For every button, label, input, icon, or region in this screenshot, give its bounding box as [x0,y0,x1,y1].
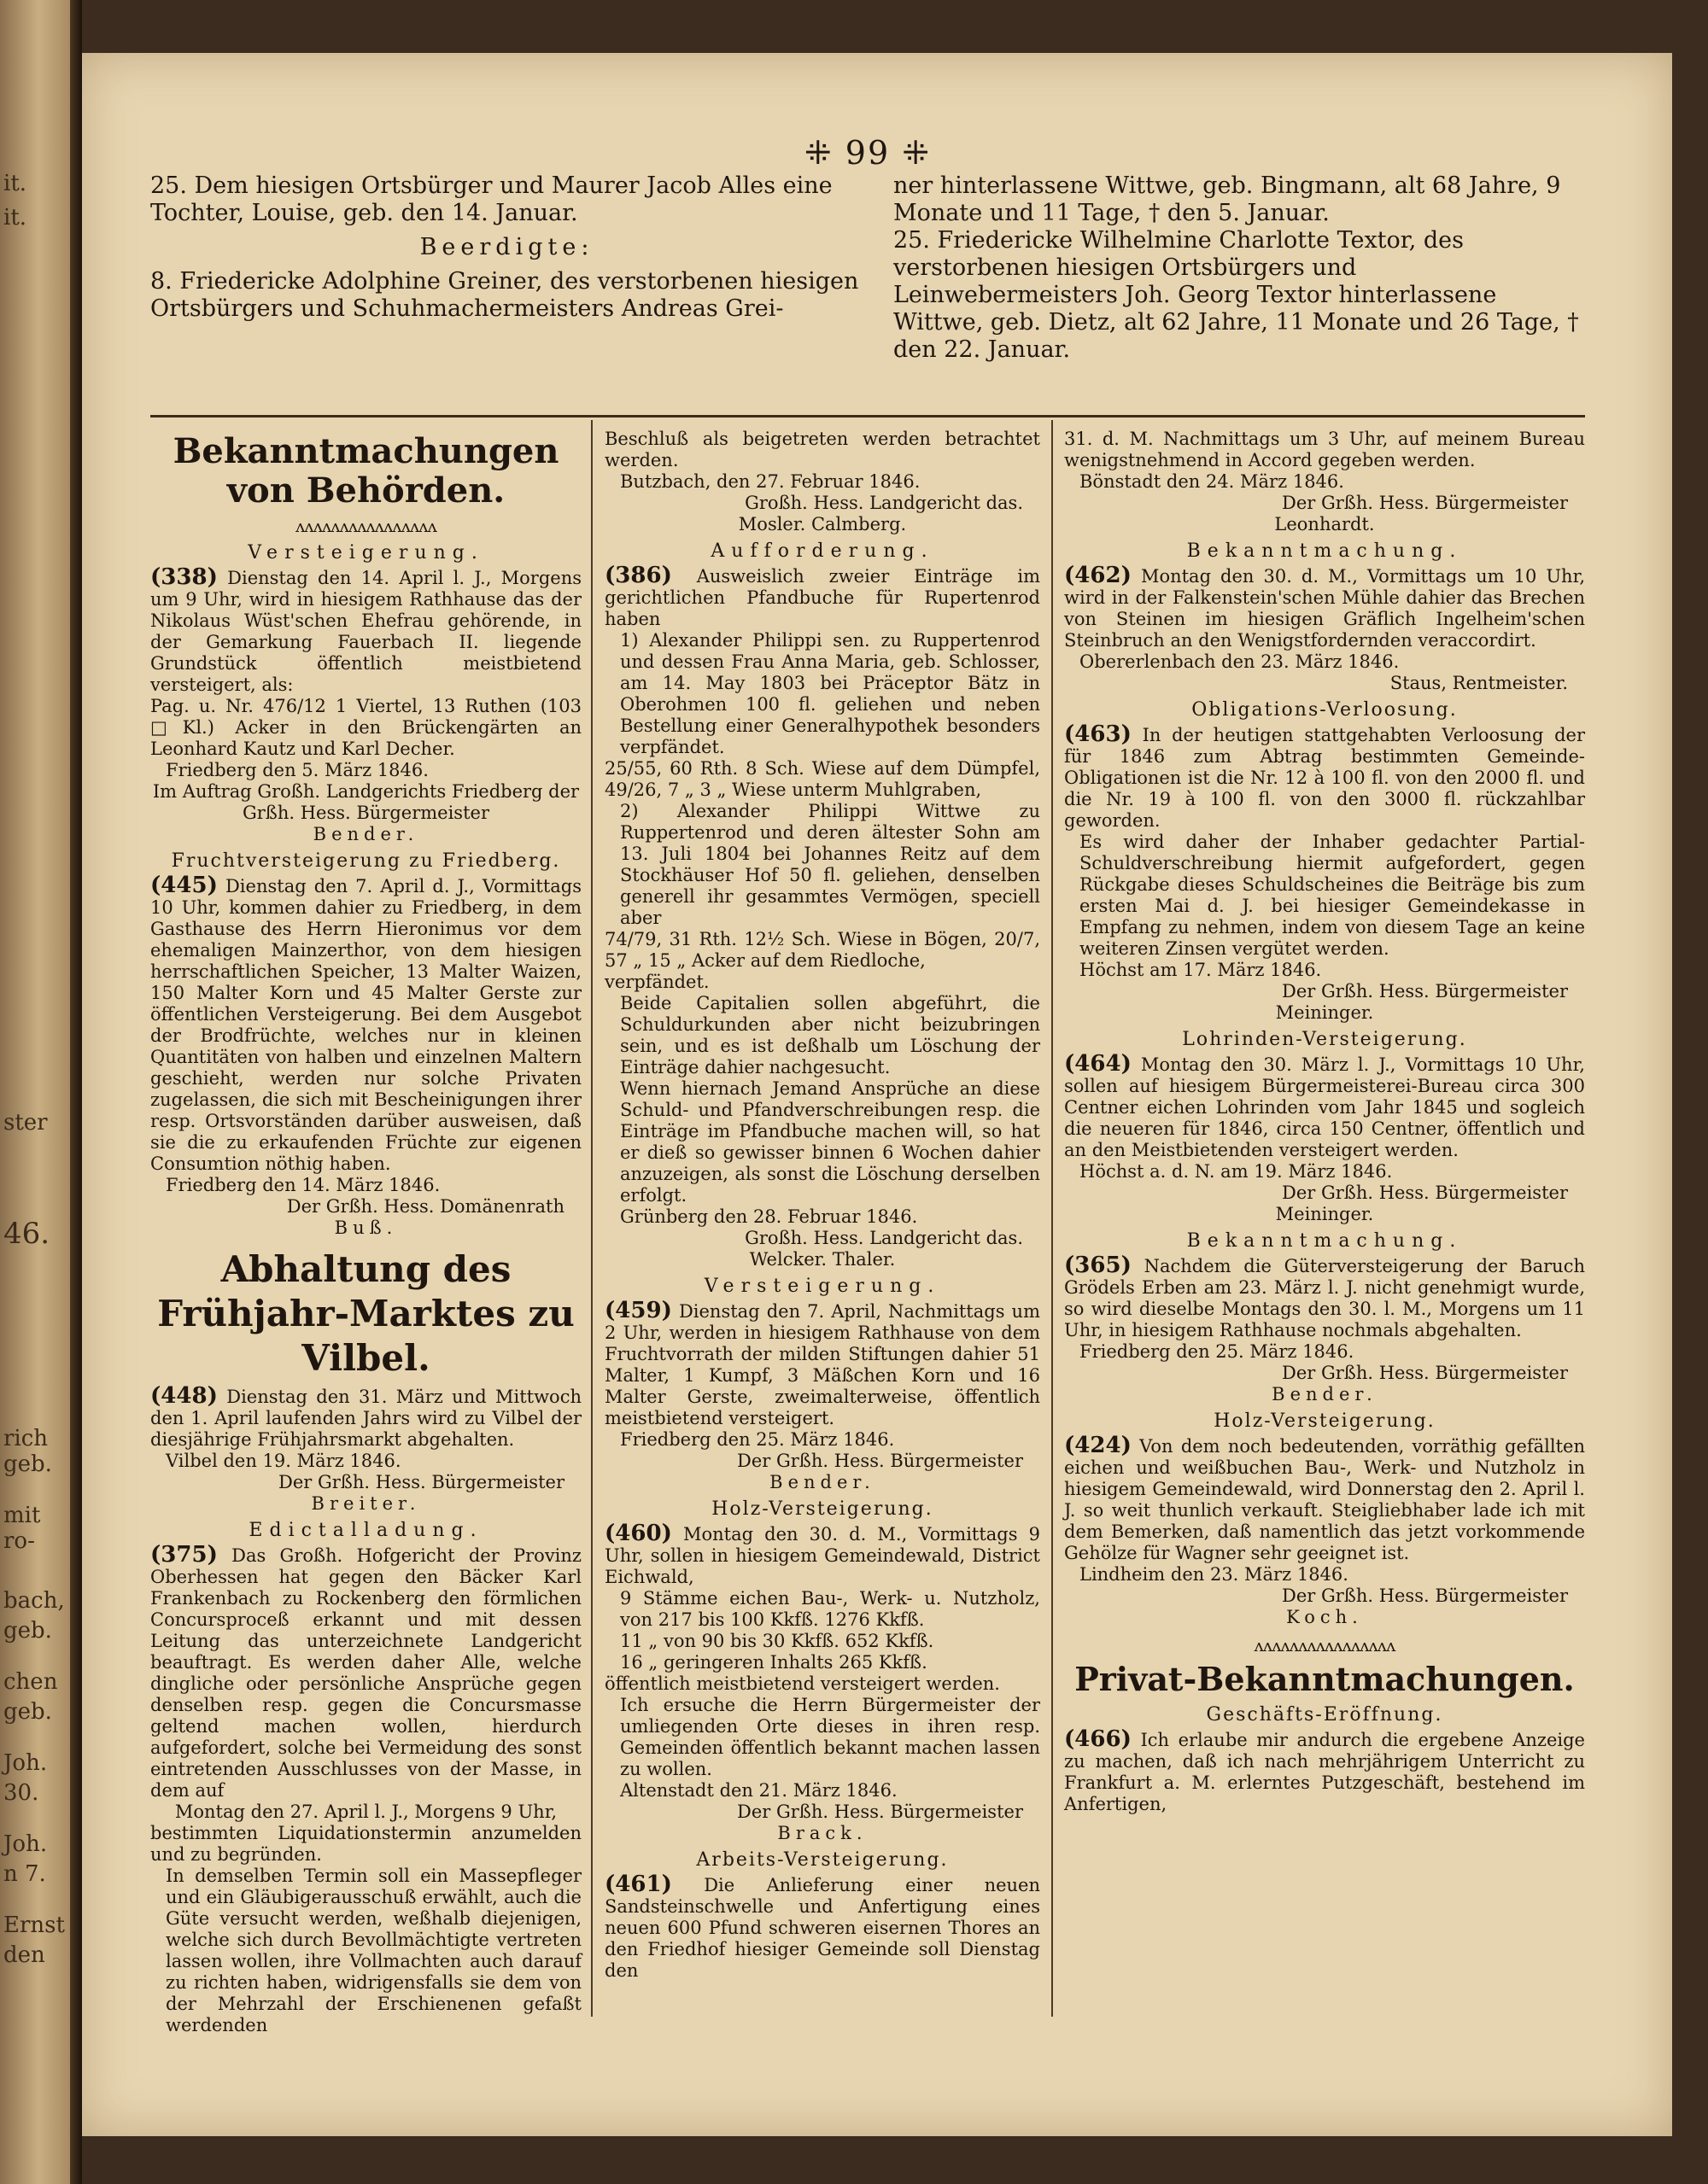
notice-text: (375) Das Großh. Hofgericht der Provinz Oberhessen hat gegen den Bäcker Karl Frankenbach zu Rockenberg den förmlichen Concursproceß erkannt und mit dessen Leitung das unterzeichnete Landgericht beauftragt. Es werden daher Alle, welche dingliche oder persönliche Ansprüche gegen denselben resp. gegen die Concursmasse geltend machen wollen, hierdurch aufgefordert, solche bei Vermeidung des sonst eintretenden Ausschlusses von der Masse, in dem auf [150,1542,582,1801]
notice-heading: Aufforderung. [711,540,934,562]
notice-signature: Der Grßh. Hess. Domänenrath [286,1196,564,1217]
notice-date: Friedberg den 25. März 1846. [620,1429,895,1450]
notice-text: Ich ersuche die Herrn Bürgermeister der umliegenden Orte dieses in ihren resp. Gemeinden öffentlich bekannt machen lassen zu wollen. [620,1695,1040,1779]
margin-fragment: rich [3,1426,49,1451]
notice-text: öffentlich meistbietend versteigert werden. [605,1673,1000,1694]
margin-fragment: den [3,1942,45,1968]
notice-text: 9 Stämme eichen Bau-, Werk- u. Nutzholz, von 217 bis 100 Kkfß. 1276 Kkfß. [620,1588,1040,1630]
margin-fragment: Joh. [3,1750,48,1776]
top-right-column [893,172,1585,364]
notice-signature: Bender. [1272,1384,1378,1404]
top-section [150,172,1585,416]
notice-text: Beschluß als beigetreten werden betrachtet werden. [605,429,1040,470]
notice-signature: Welcker. Thaler. [749,1249,896,1270]
notice-signature: Breiter. [311,1493,421,1514]
notice-number: (462) [1064,563,1132,588]
notice-text: 1) Alexander Philippi sen. zu Ruppertenrod und dessen Frau Anna Maria, geb. Schlosser, am 14. May 1803 bei Präceptor Bätz in Oberohmen 100 fl. geliehen und neben Bestellung einer Generalhypothek besonders verpfändet. [620,630,1040,757]
margin-fragment: Joh. [3,1831,48,1857]
notice-text: (462) Montag den 30. d. M., Vormittags um 10 Uhr, wird in der Falkenstein'schen Mühle dahier das Brechen von Steinen im hiesigen Gräflich Ingelheim'schen Steinbruch an den Wenigstfordernden veraccordirt. [1064,563,1585,651]
notice-text: (448) Dienstag den 31. März und Mittwoch den 1. April laufenden Jahrs wird zu Vilbel der diesjährige Frühjahrsmarkt abgehalten. [150,1383,582,1450]
notice-date: Vilbel den 19. März 1846. [166,1451,401,1471]
notice-date: Friedberg den 25. März 1846. [1079,1341,1354,1362]
notice-signature: Großh. Hess. Landgericht das. [745,493,1023,513]
margin-fragment: chen [3,1669,58,1695]
ornament: ᴧᴧᴧᴧᴧᴧᴧᴧᴧᴧᴧᴧᴧᴧᴧᴧ [295,516,436,536]
notice-date: Höchst am 17. März 1846. [1079,960,1322,980]
notice-signature: Der Grßh. Hess. Bürgermeister [1282,1363,1568,1383]
book-gutter [70,0,82,2184]
notice-text: 74/79, 31 Rth. 12½ Sch. Wiese in Bögen, 20/7, 57 „ 15 „ Acker auf dem Riedloche, [605,929,1040,971]
notice-heading: Versteigerung. [704,1276,941,1297]
notice-number: (466) [1064,1726,1132,1752]
notice-text: (463) In der heutigen stattgehabten Verloosung der für 1846 zum Abtrag bestimmten Gemeinde-Obligationen ist die Nr. 12 à 100 fl. von den 2000 fl. und die Nr. 19 à 100 fl. von den 3000 fl. rückzahlbar geworden. [1064,721,1585,831]
notice-heading: Lohrinden-Versteigerung. [1182,1029,1467,1050]
notice-date: Höchst a. d. N. am 19. März 1846. [1079,1161,1393,1182]
horizontal-rule [150,415,1585,418]
notice-heading: Obligations-Verloosung. [1191,699,1458,721]
notice-date: Grünberg den 28. Februar 1846. [620,1206,918,1227]
margin-fragment: geb. [3,1618,52,1644]
notice-signature: Der Grßh. Hess. Bürgermeister [1282,1585,1568,1606]
notice-date: Lindheim den 23. März 1846. [1079,1564,1348,1585]
notice-heading: Holz-Versteigerung. [1214,1410,1436,1432]
margin-fragment: 46. [3,1217,50,1251]
page-number: ⁜ 99 ⁜ [804,134,932,172]
newspaper-page [82,53,1672,2136]
notice-heading: Arbeits-Versteigerung. [696,1849,949,1871]
notice-heading: Holz-Versteigerung. [711,1498,933,1520]
notice-signature: Buß. [334,1218,398,1238]
notice-signature: Großh. Hess. Landgericht das. [745,1228,1023,1248]
notice-text: 2) Alexander Philippi Wittwe zu Ruppertenrod und deren ältester Sohn am 13. Juli 1804 bei Johannes Reitz auf dem Stockhäuser Hof 50 fl. geliehen, denselben generell ihr gesammtes Vermögen, speciell aber [620,801,1040,928]
section-title: Bekanntmachungen von Behörden. [173,431,559,511]
notice-heading: Fruchtversteigerung zu Friedberg. [171,850,561,872]
notice-text: (445) Dienstag den 7. April d. J., Vormittags 10 Uhr, kommen dahier zu Friedberg, in dem Gasthause des Herrn Hieronimus vor dem ehemaligen Mainzerthor, von dem hiesigen herrschaftlichen Speicher, 13 Malter Waizen, 150 Malter Korn und 45 Malter Gerste zur öffentlichen Versteigerung. Bei dem Ausgebot der Brodfrüchte, welches nur in kleinen Quantitäten von halben und einzelnen Maltern geschieht, werden nur solche Privaten zugelassen, die sich mit Bescheinigungen ihrer resp. Ortsvorständen darüber ausweisen, daß sie die zu erkaufenden Früchte zur eigenen Consumtion nöthig haben. [150,873,582,1174]
notice-date: Bönstadt den 24. März 1846. [1079,471,1344,492]
notice-number: (461) [605,1872,672,1897]
notice-text: Wenn hiernach Jemand Ansprüche an diese Schuld- und Pfandverschreibungen resp. die Einträge im Pfandbuche machen will, so hat er dieß so gewisser binnen 6 Wochen dahier anzuzeigen, als sonst die Löschung derselben erfolgt. [620,1078,1040,1206]
notice-number: (375) [150,1542,218,1568]
notice-number: (463) [1064,721,1132,747]
notice-text: (459) Dienstag den 7. April, Nachmittags um 2 Uhr, werden in hiesigem Rathhause von dem Fruchtvorrath der milden Stiftungen dahier 51 Malter, 1 Kumpf, 3 Mäßchen Korn und 16 Malter Gerste, zweimalterweise, öffentlich meistbietend versteigert. [605,1298,1040,1428]
ornament: ᴧᴧᴧᴧᴧᴧᴧᴧᴧᴧᴧᴧᴧᴧᴧᴧ [1254,1635,1395,1656]
notice-number: (338) [150,564,218,590]
column-2 [605,429,1040,1982]
burial-entry: 8. Friedericke Adolphine Greiner, des verstorbenen hiesigen Ortsbürgers und Schuhmachermeisters Andreas Grei- [150,268,859,322]
notice-number: (448) [150,1383,218,1409]
notice-signature: Der Grßh. Hess. Bürgermeister [1282,493,1568,513]
section-title: Privat-Bekanntmachungen. [1074,1660,1575,1698]
notice-text: 16 „ geringeren Inhalts 265 Kkfß. [620,1652,927,1673]
notice-text: (365) Nachdem die Güterversteigerung der Baruch Grödels Erben am 23. März l. J. nicht genehmigt wurde, so wird dieselbe Montags den 30. l. M., Morgens um 11 Uhr, in hiesigem Rathhause nochmals abgehalten. [1064,1253,1585,1340]
margin-fragment: bach, [3,1588,65,1614]
notice-date: Friedberg den 14. März 1846. [166,1175,441,1195]
market-headline: Abhaltung des Frühjahr-Marktes zu Vilbel. [157,1248,575,1379]
notice-signature: Brack. [777,1823,868,1843]
notice-number: (386) [605,563,672,588]
margin-fragment: n 7. [3,1861,46,1887]
margin-fragment: geb. [3,1451,52,1477]
notice-signature: Meininger. [1275,1002,1374,1023]
notice-date: Friedberg den 5. März 1846. [166,760,429,780]
notice-signature: Leonhardt. [1274,514,1375,534]
notice-text: (460) Montag den 30. d. M., Vormittags 9 Uhr, sollen in hiesigem Gemeindewald, District Eichwald, [605,1521,1040,1587]
column-rule [591,420,593,2017]
notice-heading: Geschäfts-Eröffnung. [1206,1704,1443,1726]
notice-text: Pag. u. Nr. 476/12 1 Viertel, 13 Ruthen (103 □Kl.) Acker in den Brückengärten an Leonhard Kautz und Karl Decher. [150,696,582,759]
notice-text: 31. d. M. Nachmittags um 3 Uhr, auf meinem Bureau wenigstnehmend in Accord gegeben werden. [1064,429,1585,470]
notice-text: (466) Ich erlaube mir andurch die ergebene Anzeige zu machen, daß ich nach mehrjährigem Unterricht zu Frankfurt a. M. erlerntes Putzgeschäft, bestehend im Anfertigen, [1064,1726,1585,1814]
column-3 [1064,429,1585,1815]
notice-number: (459) [605,1298,672,1323]
margin-fragment: it. [3,171,27,196]
notice-text: verpfändet. [605,972,710,992]
notice-signature: Der Grßh. Hess. Bürgermeister [1282,1183,1568,1203]
notice-signature: Der Grßh. Hess. Bürgermeister [737,1451,1023,1471]
notice-heading: Bekanntmachung. [1186,1230,1463,1252]
margin-fragment: 30. [3,1780,39,1806]
notice-date: Butzbach, den 27. Februar 1846. [620,471,921,492]
notice-text: (424) Von dem noch bedeutenden, vorräthig gefällten eichen und weißbuchen Bau-, Werk- und Nutzholz in hiesigem Gemeindewald, wird Donnerstag den 2. April l. J. so weit thunlich verkauft. Steigliebhaber lade ich mit dem Bemerken, daß namentlich das jetzt vorkommende Gehölze für Wagner sehr geeignet ist. [1064,1433,1585,1563]
column-1 [150,429,582,2036]
notice-signature: Bender. [313,824,419,844]
notice-text: Beide Capitalien sollen abgeführt, die Schuldurkunden aber nicht beizubringen sein, und es ist deßhalb um Löschung der Einträge dahier nachgesucht. [620,993,1040,1077]
left-page-edge [0,0,70,2184]
column-rule [1051,420,1053,2017]
notice-signature: Bender. [769,1472,875,1492]
notice-signature: Meininger. [1275,1204,1374,1224]
notice-signature: Staus, Rentmeister. [1389,673,1568,693]
notice-number: (464) [1064,1051,1132,1077]
notice-text: 25/55, 60 Rth. 8 Sch. Wiese auf dem Dümpfel, 49/26, 7 „ 3 „ Wiese unterm Muhlgraben, [605,758,1040,800]
notice-signature: Der Grßh. Hess. Bürgermeister [278,1472,564,1492]
notice-date: Altenstadt den 21. März 1846. [620,1780,898,1801]
notice-signature: Der Grßh. Hess. Bürgermeister [737,1802,1023,1822]
notice-text: Es wird daher der Inhaber gedachter Partial-Schuldverschreibung hiermit aufgefordert, gegen Rückgabe dieses Schuldscheines die Beiträge bis zum ersten Mai d. J. bei hiesiger Gemeindekasse in Empfang zu nehmen, indem von diesem Tage an keine weiteren Zinsen vergütet werden. [1079,832,1585,959]
notice-text: Montag den 27. April l. J., Morgens 9 Uhr, [174,1802,558,1822]
birth-entry: 25. Dem hiesigen Ortsbürger und Maurer Jacob Alles eine Tochter, Louise, geb. den 14. Januar. [150,172,833,226]
notice-signature: Der Grßh. Hess. Bürgermeister [1282,981,1568,1001]
notice-heading: Bekanntmachung. [1186,540,1463,562]
notice-text: (386) Ausweislich zweier Einträge im gerichtlichen Pfandbuche für Rupertenrod haben [605,563,1040,629]
margin-fragment: mit [3,1503,41,1528]
notice-text: (461) Die Anlieferung einer neuen Sandsteinschwelle und Anfertigung eines neuen 600 Pfund schweren eisernen Thores an den Friedhof hiesiger Gemeinde soll Dienstag den [605,1872,1040,1981]
notice-number: (365) [1064,1253,1132,1278]
notice-text: 11 „ von 90 bis 30 Kkfß. 652 Kkfß. [620,1631,934,1651]
notice-date: Obererlenbach den 23. März 1846. [1079,651,1400,672]
margin-fragment: geb. [3,1699,52,1725]
section-heading: Beerdigte: [419,234,594,260]
margin-fragment: ro- [3,1528,35,1554]
notice-text: bestimmten Liquidationstermin anzumelden und zu begründen. [150,1823,582,1865]
margin-fragment: Ernst [3,1912,65,1938]
notice-text: (338) Dienstag den 14. April l. J., Morgens um 9 Uhr, wird in hiesigem Rathhause das der Nikolaus Wüst'schen Ehefrau gehörende, in der Gemarkung Fauerbach II. liegende Grundstück öffentlich meistbietend versteigert, als: [150,564,582,695]
notice-number: (445) [150,873,218,898]
burial-entry: ner hinterlassene Wittwe, geb. Bingmann, alt 68 Jahre, 9 Monate und 11 Tage, † den 5. Januar. [893,172,1561,226]
notice-signature: Koch. [1286,1607,1363,1627]
margin-fragment: ster [3,1110,48,1136]
notice-text: (464) Montag den 30. März l. J., Vormittags 10 Uhr, sollen auf hiesigem Bürgermeisterei-Bureau circa 300 Centner eichen Lohrinden vom Jahr 1845 und sogleich die neueren für 1846, circa 150 Centner, öffentlich und an den Meistbietenden versteigert werden. [1064,1051,1585,1160]
notice-signature: Im Auftrag Großh. Landgerichts Friedberg der Grßh. Hess. Bürgermeister [152,781,580,823]
margin-fragment: it. [3,205,27,231]
notice-text: In demselben Termin soll ein Massepfleger und ein Gläubigerausschuß erwählt, auch die Güte versucht werden, weßhalb diejenigen, welche sich durch Bevollmächtigte vertreten lassen wollen, ihre Vollmachten auch darauf zu richten haben, widrigensfalls sie dem von der Mehrzahl der Erschienenen gefaßt werdenden [166,1866,582,2035]
notice-heading: Versteigerung. [248,542,484,564]
notice-number: (424) [1064,1433,1132,1458]
top-left-column [150,172,863,323]
notice-heading: Edictalladung. [249,1520,483,1541]
burial-entry: 25. Friedericke Wilhelmine Charlotte Textor, des verstorbenen hiesigen Ortsbürgers und Leinwebermeisters Joh. Georg Textor hinterlassene Wittwe, geb. Dietz, alt 62 Jahre, 11 Monate und 26 Tage, † den 22. Januar. [893,227,1579,363]
notice-signature: Mosler. Calmberg. [738,514,907,534]
notice-number: (460) [605,1521,672,1546]
